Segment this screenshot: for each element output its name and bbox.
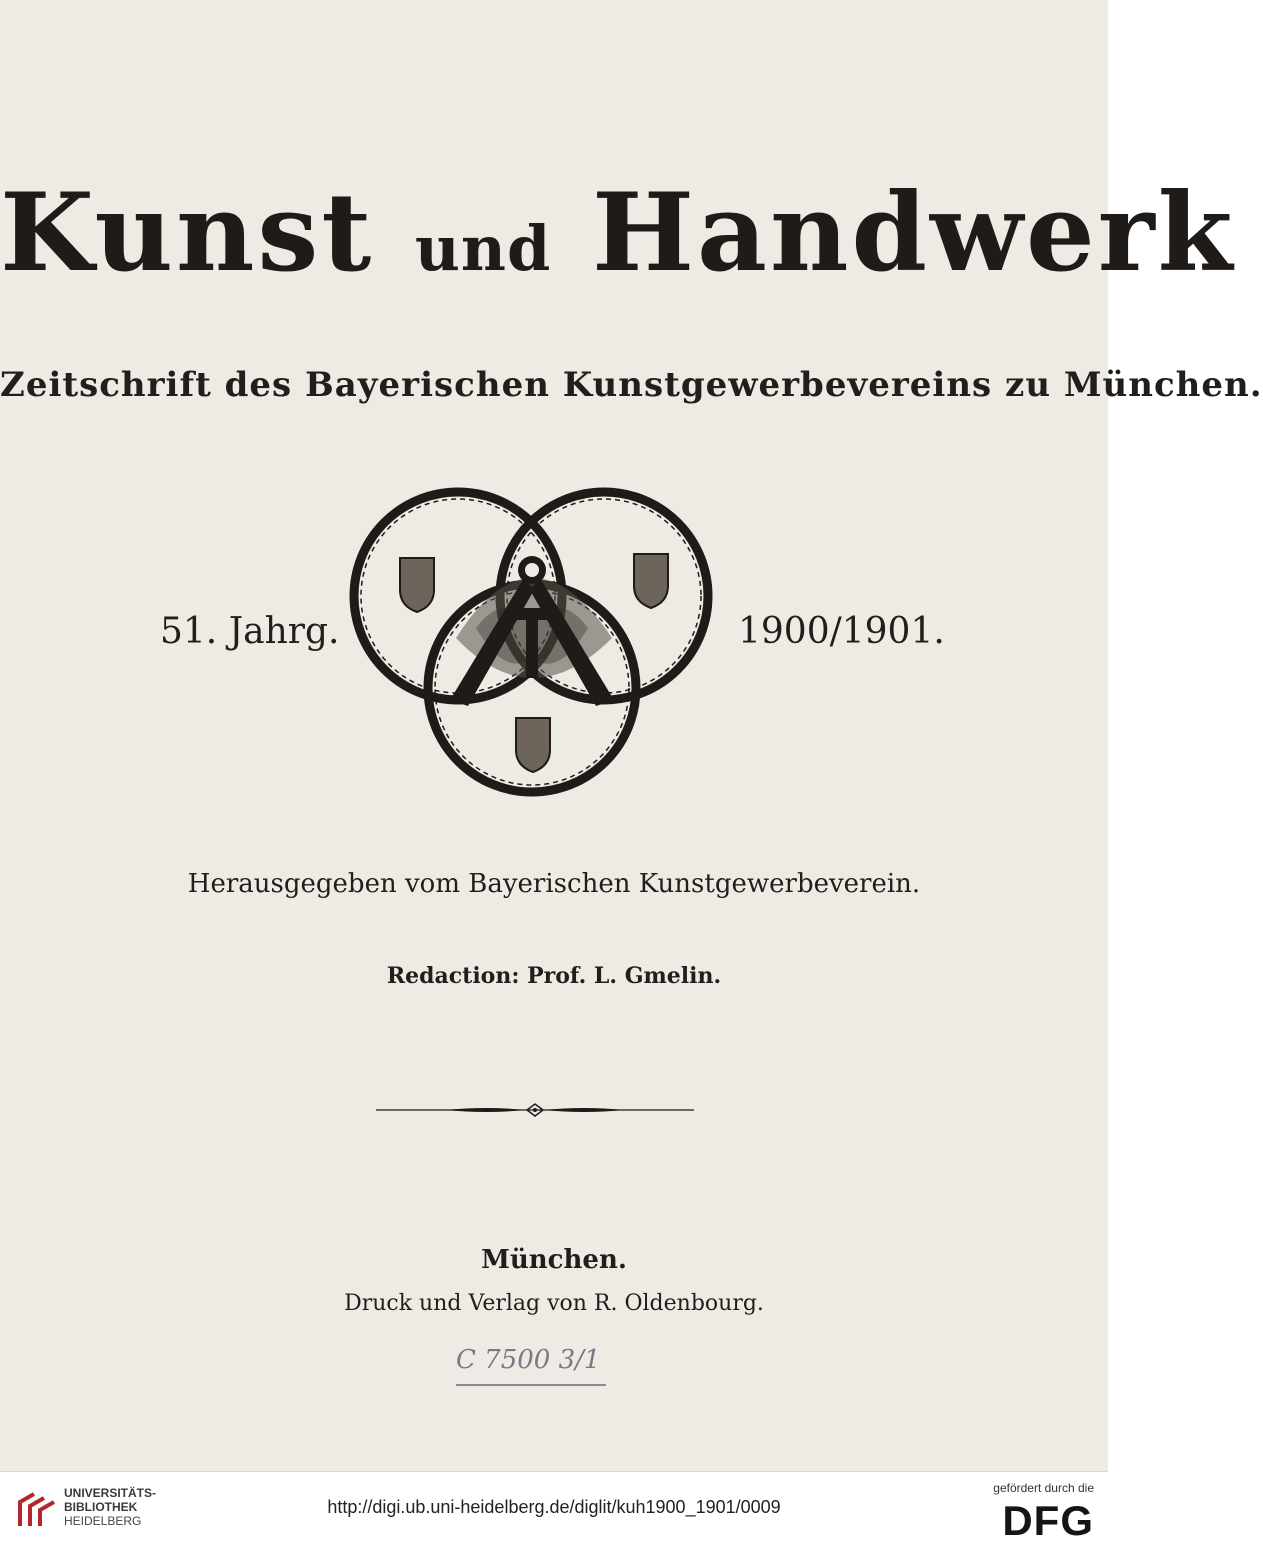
dfg-logo: DFG bbox=[1002, 1497, 1094, 1544]
library-name-line3: HEIDELBERG bbox=[64, 1514, 142, 1528]
three-rings-compass-emblem-icon bbox=[336, 478, 736, 818]
library-name-line2: BIBLIOTHEK bbox=[64, 1500, 138, 1514]
volume-number: 51. Jahrg. bbox=[160, 611, 340, 652]
editor-line: Redaction: Prof. L. Gmelin. bbox=[386, 963, 722, 989]
publisher-line: Herausgegeben vom Bayerischen Kunstgewerbeverein. bbox=[187, 869, 921, 899]
viewer-footer bbox=[0, 1471, 1108, 1552]
journal-subtitle: Zeitschrift des Bayerischen Kunstgewerbevereins zu München. bbox=[0, 365, 1263, 405]
title-word-kunst: Kunst bbox=[0, 170, 375, 296]
title-word-und: und bbox=[414, 212, 552, 285]
library-name-line1: UNIVERSITÄTS- bbox=[64, 1486, 157, 1500]
publication-years: 1900/1901. bbox=[738, 611, 945, 652]
permalink-url[interactable]: http://digi.ub.uni-heidelberg.de/diglit/kuh1900_1901/0009 bbox=[327, 1497, 781, 1517]
ornamental-divider-icon bbox=[376, 1100, 694, 1120]
printer-line: Druck und Verlag von R. Oldenbourg. bbox=[344, 1291, 764, 1316]
journal-title bbox=[0, 158, 1236, 324]
pencil-shelfmark bbox=[450, 1340, 610, 1396]
shelfmark-text: C 7500 3/1 bbox=[456, 1345, 601, 1375]
title-word-handwerk: Handwerk bbox=[591, 170, 1236, 296]
place-of-publication: München. bbox=[481, 1245, 627, 1275]
sponsor-text: gefördert durch die bbox=[993, 1481, 1094, 1495]
shelfmark-underline bbox=[456, 1384, 606, 1386]
